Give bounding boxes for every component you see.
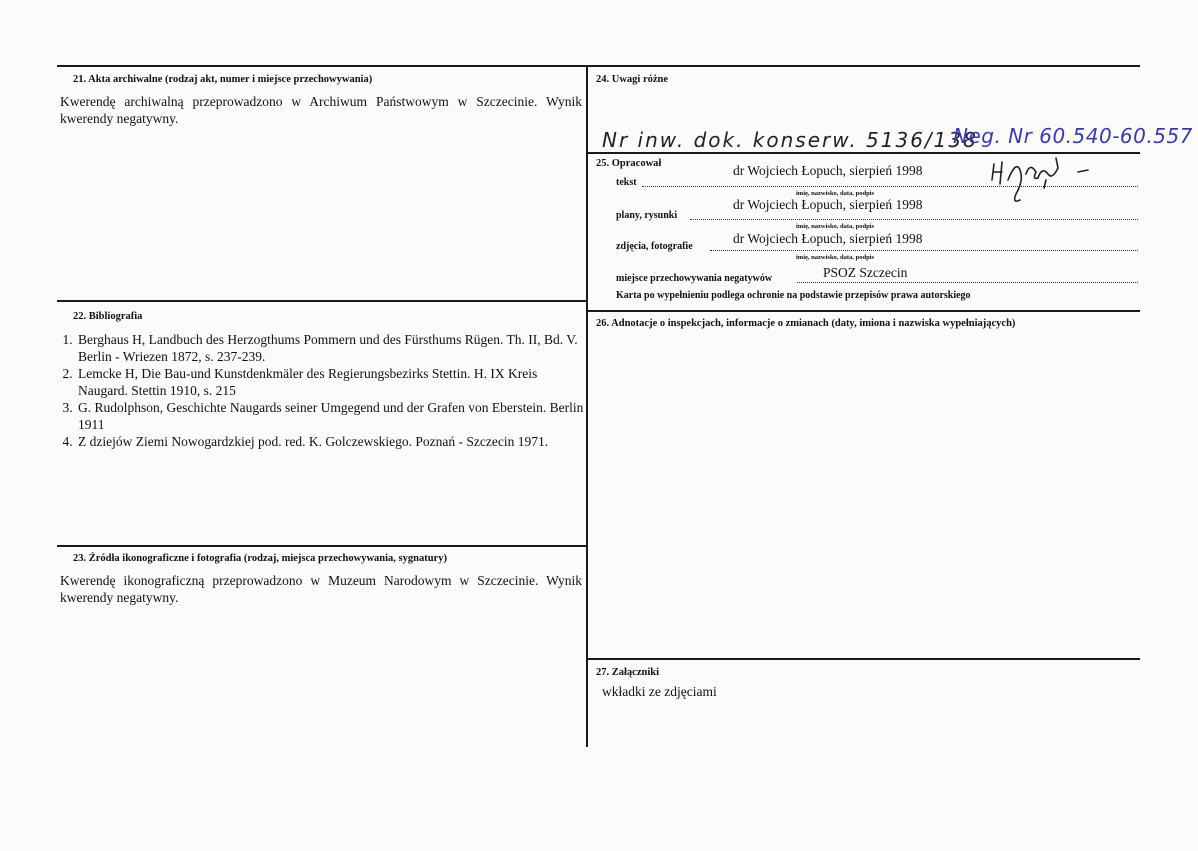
plans-author-value: dr Wojciech Łopuch, sierpień 1998 [733, 197, 923, 212]
text-author-label: tekst [616, 177, 637, 188]
signature [986, 150, 1096, 210]
photos-author-value: dr Wojciech Łopuch, sierpień 1998 [733, 231, 923, 246]
section24-title: 24. Uwagi różne [596, 74, 669, 85]
center-divider [586, 65, 588, 747]
section21-text: Kwerendę archiwalną przeprowadzono w Archiwum Państwowym w Szczecinie. Wynik kwerendy negatywny. [60, 94, 582, 126]
section26-title: 26. Adnotacje o inspekcjach, informacje o zmianach (daty, imiona i nazwiska wypełniających) [596, 318, 1016, 329]
photos-author-caption: imię, nazwisko, data, podpis [796, 254, 875, 261]
handwritten-negative-number: Neg. Nr 60.540-60.557 [953, 124, 1193, 148]
section27-text: wkładki ze zdjęciami [602, 684, 717, 699]
rule-above-section26 [587, 310, 1140, 312]
text-author-value: dr Wojciech Łopuch, sierpień 1998 [733, 163, 923, 178]
plans-author-label: plany, rysunki [616, 210, 678, 221]
rule-above-section27 [587, 658, 1140, 660]
negatives-dotted-line [797, 282, 1138, 283]
plans-author-dotted-line [690, 219, 1138, 220]
section23-title: 23. Źródła ikonograficzne i fotografia (rodzaj, miejsca przechowywania, sygnatury) [73, 553, 447, 564]
list-item: 3. G. Rudolphson, Geschichte Naugards seiner Umgegend und der Grafen von Eberstein. Berlin 1911 [76, 399, 586, 433]
list-item: 4. Z dziejów Ziemi Nowogardzkiej pod. red. K. Golczewskiego. Poznań - Szczecin 1971. [76, 433, 586, 450]
negatives-value: PSOZ Szczecin [823, 265, 908, 280]
section27-title: 27. Załączniki [596, 667, 660, 678]
handwritten-inventory-number: Nr inw. dok. konserw. 5136/138 [602, 128, 978, 152]
plans-author-caption: imię, nazwisko, data, podpis [796, 223, 875, 230]
bibliography-list [60, 331, 586, 450]
section25-title: 25. Opracował [596, 158, 662, 169]
text-author-caption: imię, nazwisko, data, podpis [796, 190, 875, 197]
rule-above-section23 [57, 545, 587, 547]
copyright-note: Karta po wypełnieniu podlega ochronie na podstawie przepisów prawa autorskiego [616, 290, 971, 301]
list-item: 1. Berghaus H, Landbuch des Herzogthums Pommern und des Fürsthums Rügen. Th. II, Bd. V. Berlin - Wriezen 1872, s. 237-239. [76, 331, 586, 365]
photos-author-label: zdjęcia, fotografie [616, 241, 693, 252]
photos-author-dotted-line [710, 250, 1138, 251]
top-rule [57, 65, 1140, 67]
negatives-label: miejsce przechowywania negatywów [616, 273, 773, 284]
section22-title: 22. Bibliografia [73, 311, 143, 322]
section23-text: Kwerendę ikonograficzną przeprowadzono w Muzeum Narodowym w Szczecinie. Wynik kwerendy negatywny. [60, 573, 582, 605]
rule-above-section22 [57, 300, 587, 302]
section21-title: 21. Akta archiwalne (rodzaj akt, numer i miejsce przechowywania) [73, 74, 373, 85]
list-item: 2. Lemcke H, Die Bau-und Kunstdenkmäler des Regierungsbezirks Stettin. H. IX Kreis Naugard. Stettin 1910, s. 215 [76, 365, 586, 399]
